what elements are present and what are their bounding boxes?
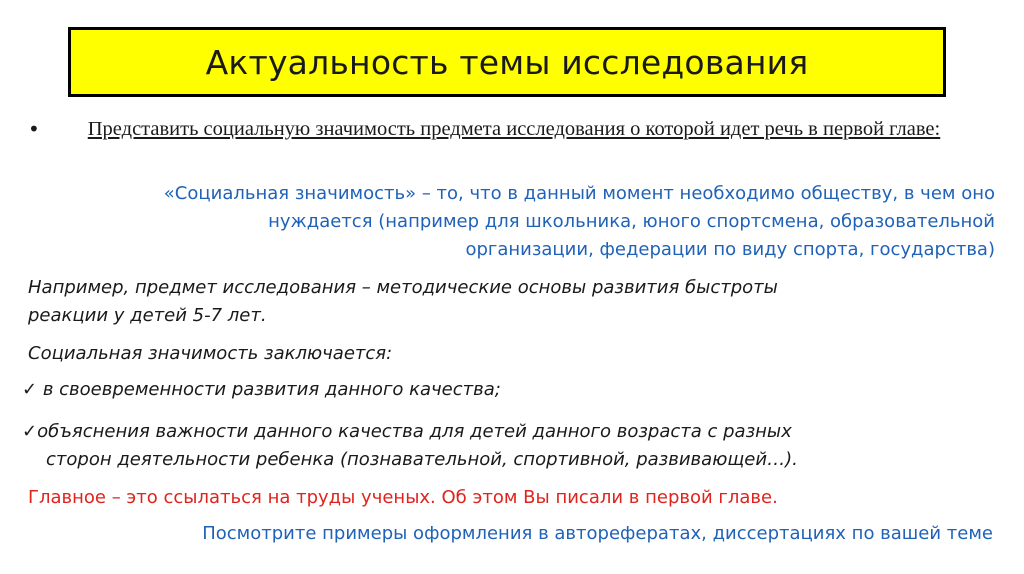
social-definition-line: организации, федерации по виду спорта, государства) [465, 239, 995, 260]
bullet-dot: • [28, 117, 40, 141]
checkmark-icon: ✓ [22, 379, 38, 400]
slide-title: Актуальность темы исследования [205, 42, 809, 82]
check-item-text: в своевременности развития данного качества; [37, 379, 501, 400]
main-point: Главное – это ссылаться на труды ученых. Об этом Вы писали в первой главе. [28, 487, 778, 508]
check-item-text: сторон деятельности ребенка (познавательной, спортивной, развивающей…). [46, 449, 798, 470]
check-item-2 [22, 418, 962, 474]
see-examples: Посмотрите примеры оформления в авторефератах, диссертациях по вашей теме [202, 523, 993, 544]
instruction-bullet [28, 117, 1000, 142]
example-line: реакции у детей 5-7 лет. [28, 305, 267, 326]
check-item-text: объяснения важности данного качества для детей данного возраста с разных [37, 421, 792, 442]
social-definition-line: нуждается (например для школьника, юного спортсмена, образовательной [268, 211, 995, 232]
instruction-text: Представить социальную значимость предмета исследования о которой идет речь в первой главе: [87, 118, 941, 140]
social-definition-line: «Социальная значимость» – то, что в данный момент необходимо обществу, в чем оно [163, 183, 995, 204]
check-item-1 [22, 376, 992, 404]
title-box [68, 27, 946, 97]
social-definition [28, 180, 995, 264]
social-significance-heading: Социальная значимость заключается: [28, 343, 393, 364]
example-paragraph [28, 274, 998, 330]
example-line: Например, предмет исследования – методические основы развития быстроты [28, 277, 778, 298]
checkmark-icon: ✓ [22, 421, 38, 442]
